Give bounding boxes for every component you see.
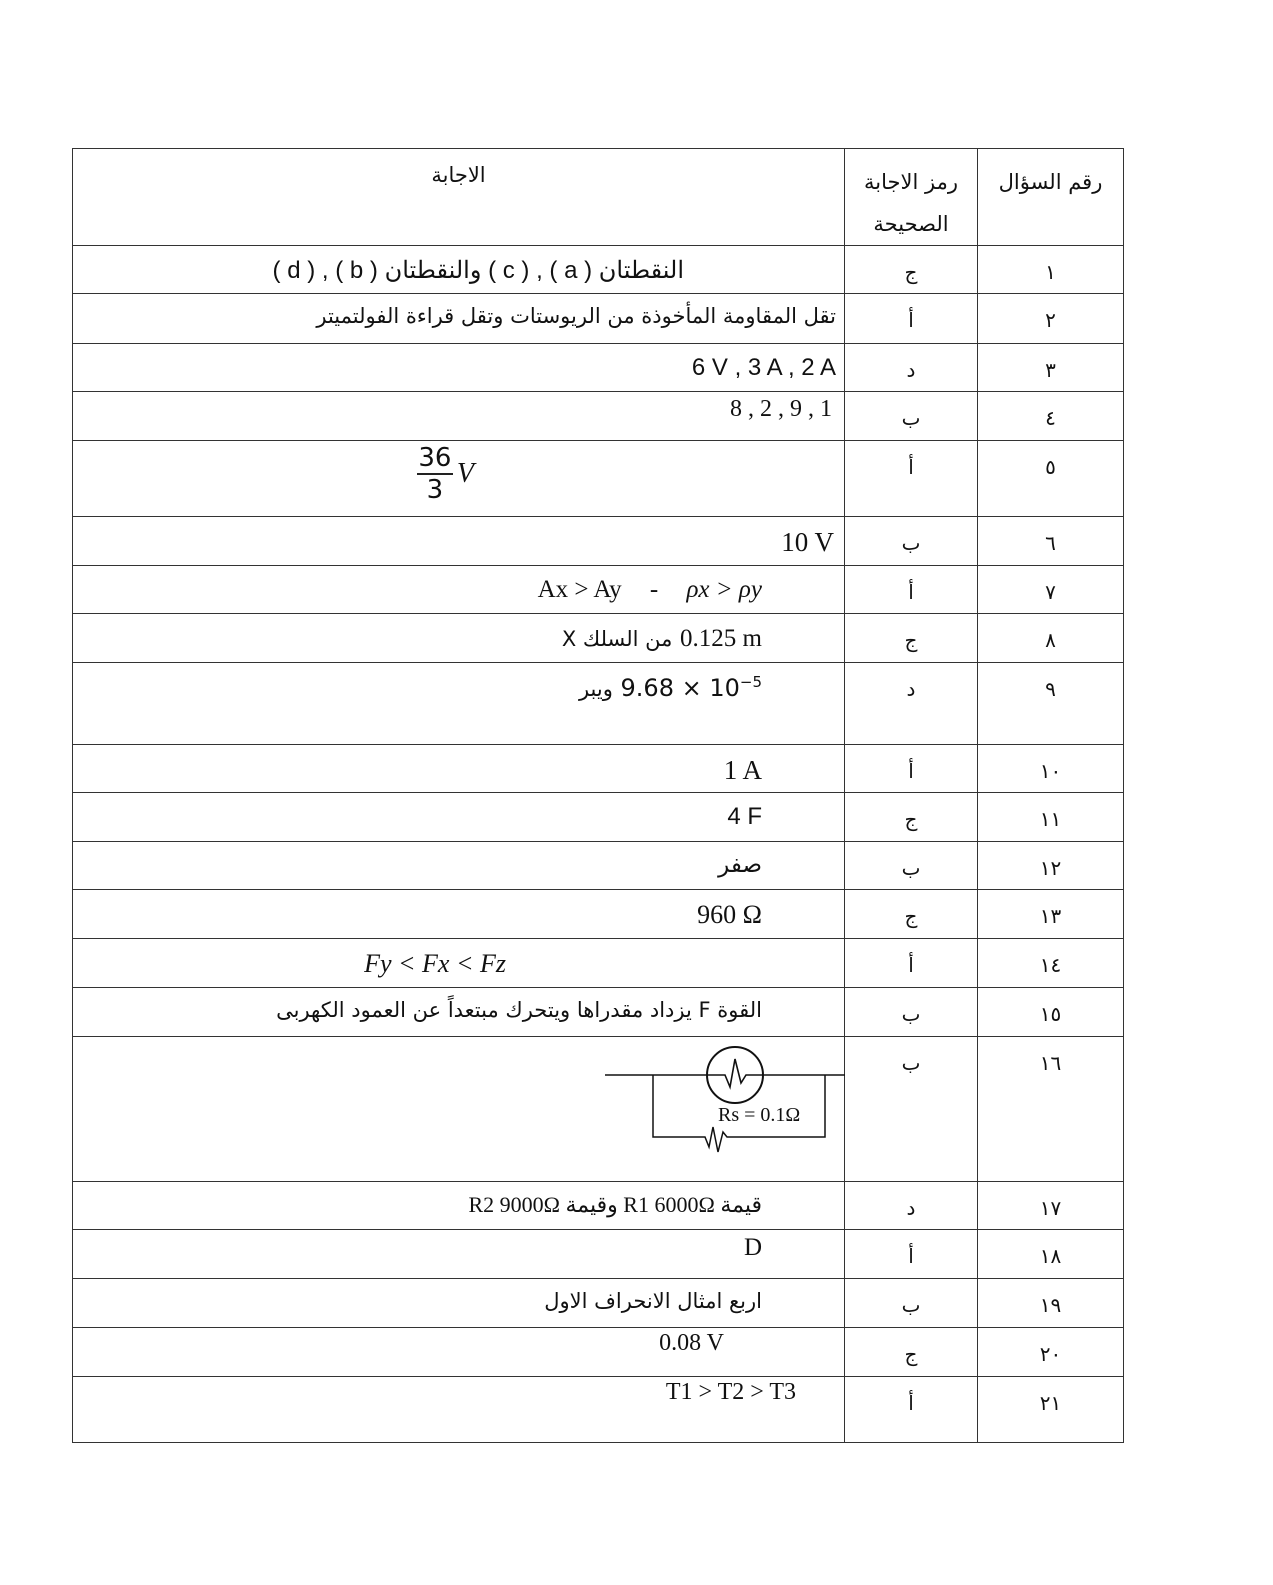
table-row: [73, 745, 1124, 793]
inequality-expression: [538, 576, 762, 604]
answer-code: ج: [845, 890, 978, 939]
answer-code: ب: [845, 517, 978, 566]
answer-mantissa: 9.68 × 10: [620, 674, 740, 702]
answer-value: 8 , 2 , 9 , 1: [730, 396, 832, 422]
question-number: ٧: [978, 566, 1124, 614]
answer-text: [73, 1230, 845, 1279]
answer-code: أ: [845, 745, 978, 793]
shunt-label: Rs = 0.1Ω: [718, 1104, 801, 1126]
answer-code: أ: [845, 1230, 978, 1279]
answer-diagram-cell: [73, 1037, 845, 1182]
table-row: [73, 890, 1124, 939]
answers-table: [72, 148, 1124, 1443]
question-number: ٣: [978, 344, 1124, 392]
question-number: ١٣: [978, 890, 1124, 939]
answer-code: أ: [845, 1377, 978, 1443]
answer-text: [73, 745, 845, 793]
question-number: ١٢: [978, 842, 1124, 890]
answer-text: [73, 614, 845, 663]
question-number: ١٠: [978, 745, 1124, 793]
answer-text: تقل المقاومة المأخوذة من الريوستات وتقل قراءة الفولتميتر: [73, 294, 845, 344]
answer-text: [73, 890, 845, 939]
answer-code: ب: [845, 842, 978, 890]
answer-value: D: [743, 1234, 762, 1261]
answer-value: 960 Ω: [697, 900, 762, 929]
answer-code: أ: [845, 939, 978, 988]
answer-code: أ: [845, 441, 978, 517]
answer-text: [73, 793, 845, 842]
answer-code: ج: [845, 246, 978, 294]
question-number: ٢١: [978, 1377, 1124, 1443]
resistivity-inequality: ρx > ρy: [686, 576, 762, 603]
answer-note: من السلك X: [561, 627, 673, 651]
answer-value: 0.08 V: [659, 1330, 724, 1356]
question-number: ١: [978, 246, 1124, 294]
header-question-no: رقم السؤال: [978, 149, 1124, 246]
area-inequality: Ax > Ay: [537, 576, 622, 603]
fraction-expression: [417, 443, 474, 505]
question-number: ١٥: [978, 988, 1124, 1037]
answer-value: Fy < Fx < Fz: [364, 949, 506, 978]
answer-value: 4 F: [727, 803, 762, 830]
question-number: ٢: [978, 294, 1124, 344]
header-answer-code-line1: رمز الاجابة: [864, 170, 958, 194]
fraction: [417, 443, 453, 505]
fraction-numerator: 36: [418, 443, 452, 473]
table-row: [73, 793, 1124, 842]
answer-code: ج: [845, 1328, 978, 1377]
table-row: [73, 939, 1124, 988]
question-number: ٤: [978, 392, 1124, 441]
table-row: [73, 344, 1124, 392]
answer-text: [73, 1377, 845, 1443]
table-row: [73, 246, 1124, 294]
question-number: ٦: [978, 517, 1124, 566]
answer-fraction-cell: [73, 441, 845, 517]
question-number: ١٦: [978, 1037, 1124, 1182]
answer-text: [73, 566, 845, 614]
answer-text: [73, 939, 845, 988]
answer-value: 6 V , 3 A , 2 A: [691, 354, 836, 381]
table-row: [73, 294, 1124, 344]
table-row: [73, 392, 1124, 441]
answer-text: صفر: [73, 842, 845, 890]
answer-code: ج: [845, 793, 978, 842]
question-number: ١٧: [978, 1182, 1124, 1230]
answer-code: ب: [845, 988, 978, 1037]
table-row: [73, 1037, 1124, 1182]
header-answer: الاجابة: [73, 149, 845, 246]
answer-code: د: [845, 344, 978, 392]
header-answer-code-line2: الصحيحة: [873, 212, 949, 236]
answer-value: T1 > T2 > T3: [665, 1379, 796, 1405]
separator: -: [649, 576, 659, 603]
table-row: [73, 663, 1124, 745]
table-row: [73, 441, 1124, 517]
answer-text: [73, 1328, 845, 1377]
answer-text: [73, 392, 845, 441]
question-number: ١٤: [978, 939, 1124, 988]
answer-text: القوة F يزداد مقدراها ويتحرك مبتعداً عن العمود الكهربى: [73, 988, 845, 1037]
table-row: [73, 517, 1124, 566]
answer-code: ب: [845, 1279, 978, 1328]
galvanometer-shunt-diagram: [73, 1037, 845, 1182]
table-row: [73, 1279, 1124, 1328]
header-answer-code: [845, 149, 978, 246]
table-row: [73, 1182, 1124, 1230]
answer-value: 1 A: [723, 755, 762, 785]
question-number: ٩: [978, 663, 1124, 745]
answer-text: [73, 663, 845, 745]
table-row: [73, 614, 1124, 663]
galvanometer-needle: [707, 1059, 763, 1087]
answer-text: [73, 517, 845, 566]
answer-text: اربع امثال الانحراف الاول: [73, 1279, 845, 1328]
question-number: ٢٠: [978, 1328, 1124, 1377]
table-row: [73, 1377, 1124, 1443]
answer-text: قيمة R1 6000Ω وقيمة R2 9000Ω: [73, 1182, 845, 1230]
fraction-denominator: 3: [426, 475, 444, 505]
answer-code: ب: [845, 1037, 978, 1182]
answer-value: 0.125 m: [680, 625, 762, 652]
fraction-unit: V: [456, 458, 474, 489]
answer-code: د: [845, 1182, 978, 1230]
question-number: ١١: [978, 793, 1124, 842]
question-number: ١٩: [978, 1279, 1124, 1328]
answer-value: [621, 673, 762, 702]
table-row: [73, 842, 1124, 890]
question-number: ٨: [978, 614, 1124, 663]
table-row: [73, 566, 1124, 614]
answer-code: ج: [845, 614, 978, 663]
answer-exponent: −5: [739, 673, 762, 691]
table-row: [73, 1328, 1124, 1377]
answer-code: أ: [845, 566, 978, 614]
table-row: [73, 1230, 1124, 1279]
answer-unit: ويبر: [578, 677, 613, 701]
answer-code: أ: [845, 294, 978, 344]
answer-code: ب: [845, 392, 978, 441]
answer-text: النقطتان ( a ) , ( c ) والنقطتان ( b ) , ( d ): [73, 246, 845, 294]
question-number: ١٨: [978, 1230, 1124, 1279]
table-row: [73, 988, 1124, 1037]
answer-value: 10 V: [781, 527, 834, 557]
answer-text: [73, 344, 845, 392]
header-row: [73, 149, 1124, 246]
answer-code: د: [845, 663, 978, 745]
question-number: ٥: [978, 441, 1124, 517]
